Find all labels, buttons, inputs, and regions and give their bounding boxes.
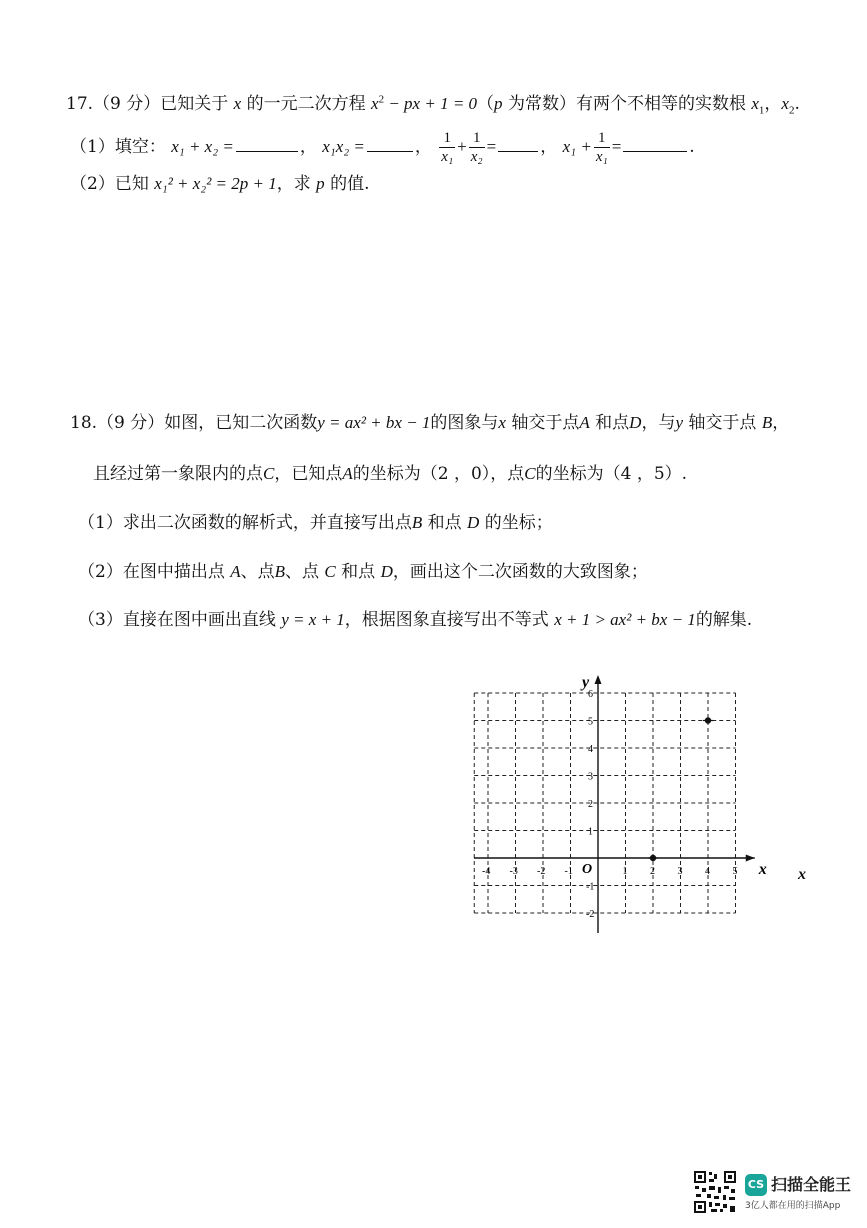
y-tick-label: 5 [588, 716, 593, 728]
brand-tagline: 3亿人都在用的扫描App [745, 1201, 841, 1211]
q17-root-sub2: 2 [788, 104, 795, 117]
q17-p1-sep3: ， [540, 137, 558, 157]
q18-part1-end: 的坐标； [484, 513, 553, 533]
y-axis-label: y [582, 674, 590, 691]
q17-var-x: x [233, 94, 242, 113]
q18-part1-a: （1）求出二次函数的解析式，并直接写出点 [78, 513, 412, 533]
x-tick-label: 3 [677, 866, 683, 877]
q17-paren-text: 为常数） [507, 94, 576, 114]
q17-part1 [70, 129, 695, 166]
q18-line1-y: y [675, 413, 683, 432]
q18-part2-b: 、点 [240, 562, 275, 582]
q18-line2-c: 的坐标为（2 ，0），点 [352, 464, 525, 484]
q18-line1-e: ，与 [641, 413, 676, 433]
q17-roots-end: . [794, 94, 800, 114]
extra-x-label: x [798, 866, 806, 883]
q18-line1-A: A [579, 413, 590, 432]
y-tick-label: 1 [588, 826, 593, 838]
q17-p1-eq3: = [486, 137, 497, 156]
q17-p1-end: . [689, 137, 695, 157]
q17-part2-expr: x₁² + x₂² = 2p + 1 [154, 174, 277, 193]
q18-line1-D: D [629, 413, 642, 432]
q18-line2-C: C [263, 464, 275, 483]
y-tick-label: 6 [588, 689, 593, 700]
y-tick-label: 2 [588, 799, 593, 810]
camscanner-watermark [693, 1168, 853, 1220]
q18-part3-line: y = x + 1 [281, 610, 345, 629]
answer-blank-3[interactable] [498, 137, 538, 152]
q18-part1-mid: 和点 [427, 513, 462, 533]
qr-code-icon [693, 1170, 737, 1214]
q17-root-x2: x [781, 94, 789, 113]
q18-line1-x: x [498, 413, 506, 432]
brand-name: 扫描全能王 [771, 1175, 852, 1194]
x-axis-arrow-icon [746, 855, 755, 862]
extra-x-axis-label [798, 862, 806, 887]
q18-part2-a: （2）在图中描出点 [78, 562, 225, 582]
q17-eq-x: x [371, 94, 379, 113]
q18-part2-C: C [324, 562, 336, 581]
q17-root-sub1: 1 [758, 104, 765, 117]
q17-header: 17.（9 分）已知关于 [66, 94, 229, 114]
q17-eq-exp: 2 [378, 93, 385, 106]
q18-line1-d: 和点 [595, 413, 630, 433]
q18-line2-A: A [342, 464, 353, 483]
q18-part3-ineq: x + 1 > ax² + bx − 1 [554, 610, 696, 629]
q18-line2 [93, 462, 687, 486]
answer-blank-4[interactable] [623, 137, 687, 152]
q17-p1-expr2: x₁x₂ = [322, 137, 365, 156]
answer-blank-1[interactable] [236, 137, 298, 152]
x-tick-label: 5 [732, 866, 738, 877]
x-tick-label: -4 [482, 866, 491, 877]
origin-label: O [582, 862, 593, 877]
y-tick-label: -2 [586, 909, 595, 920]
q17-root-x1: x [751, 94, 759, 113]
q17-part2-end: 的值. [330, 174, 370, 194]
q17-p1-expr4: x₁ + [562, 137, 592, 156]
q18-part3 [78, 608, 752, 632]
q17-paren-open: （ [477, 94, 495, 114]
coordinate-grid[interactable] [470, 665, 770, 940]
q18-part1 [78, 511, 553, 535]
q18-part2-d: 和点 [341, 562, 376, 582]
q18-part2 [78, 560, 648, 584]
q18-line2-d: 的坐标为（4 ，5）. [535, 464, 688, 484]
q17-p1-eq4: = [611, 137, 622, 156]
q18-line1 [70, 411, 789, 435]
q17-text-a: 的一元二次方程 [246, 94, 366, 114]
q18-part3-b: ，根据图象直接写出不等式 [344, 610, 549, 630]
q17-eq-rest: − px + 1 = 0 [384, 94, 478, 113]
q18-line1-a: 18.（9 分）如图，已知二次函数 [70, 413, 318, 433]
q18-line1-b: 的图象与 [430, 413, 499, 433]
q18-part1-D: D [467, 513, 480, 532]
fraction-1-over-x1: $\frac{1}{\text{x₁}}$ [441, 130, 454, 165]
q18-part2-c: 、点 [285, 562, 320, 582]
x-tick-label: -1 [564, 866, 573, 877]
q18-line1-c: 轴交于点 [511, 413, 580, 433]
q18-part2-D: D [380, 562, 393, 581]
q18-part2-e: ，画出这个二次函数的大致图象； [392, 562, 648, 582]
x-tick-label: 1 [622, 866, 628, 877]
q17-eq-p: p [494, 94, 503, 113]
q18-line1-g: ， [772, 413, 790, 433]
q17-part1-label: （1）填空： [70, 137, 166, 157]
x-tick-label: -2 [537, 866, 546, 877]
q17-p1-plus: + [457, 137, 467, 156]
y-tick-label: 3 [588, 771, 593, 783]
q18-function: y = ax² + bx − 1 [317, 413, 431, 432]
y-tick-label: -1 [586, 881, 595, 893]
q18-line1-f: 轴交于点 [688, 413, 757, 433]
q17-p1-expr1: x₁ + x₂ = [171, 137, 234, 156]
y-tick-label: 4 [588, 744, 593, 755]
q18-part2-A: A [230, 562, 241, 581]
q17-roots-comma: ， [764, 94, 782, 114]
q18-line2-a: 且经过第一象限内的点 [93, 464, 263, 484]
q18-part1-B: B [411, 513, 423, 532]
y-axis-arrow-icon [595, 675, 602, 684]
q17-p1-sep2: ， [414, 137, 432, 157]
q18-part2-B: B [274, 562, 286, 581]
x-tick-label: 2 [650, 866, 655, 877]
x-axis-label: x [758, 861, 767, 878]
q18-part3-c: 的解集. [695, 610, 753, 630]
q17-line1 [66, 92, 800, 116]
q17-part2-label: （2）已知 [70, 174, 149, 194]
q17-part2-text: ，求 [276, 174, 311, 194]
camscanner-logo-icon: CS [745, 1174, 767, 1196]
q17-part2 [70, 172, 369, 196]
q18-part3-a: （3）直接在图中画出直线 [78, 610, 276, 630]
q18-line2-b: ，已知点 [274, 464, 343, 484]
q17-part2-p: p [316, 174, 325, 193]
q17-p1-sep1: ， [299, 137, 317, 157]
x-tick-label: -3 [509, 866, 518, 877]
x-tick-label: 4 [705, 866, 710, 877]
answer-blank-2[interactable] [367, 137, 413, 152]
fraction-1-over-x2: $\frac{1}{\text{x₂}}$ [470, 130, 483, 165]
q18-line2-C2: C [524, 464, 536, 483]
fraction-1-over-x1-b: $\frac{1}{\text{x₁}}$ [595, 130, 608, 165]
q18-line1-B: B [761, 413, 773, 432]
q17-eq-after: 有两个不相等的实数根 [575, 94, 746, 114]
